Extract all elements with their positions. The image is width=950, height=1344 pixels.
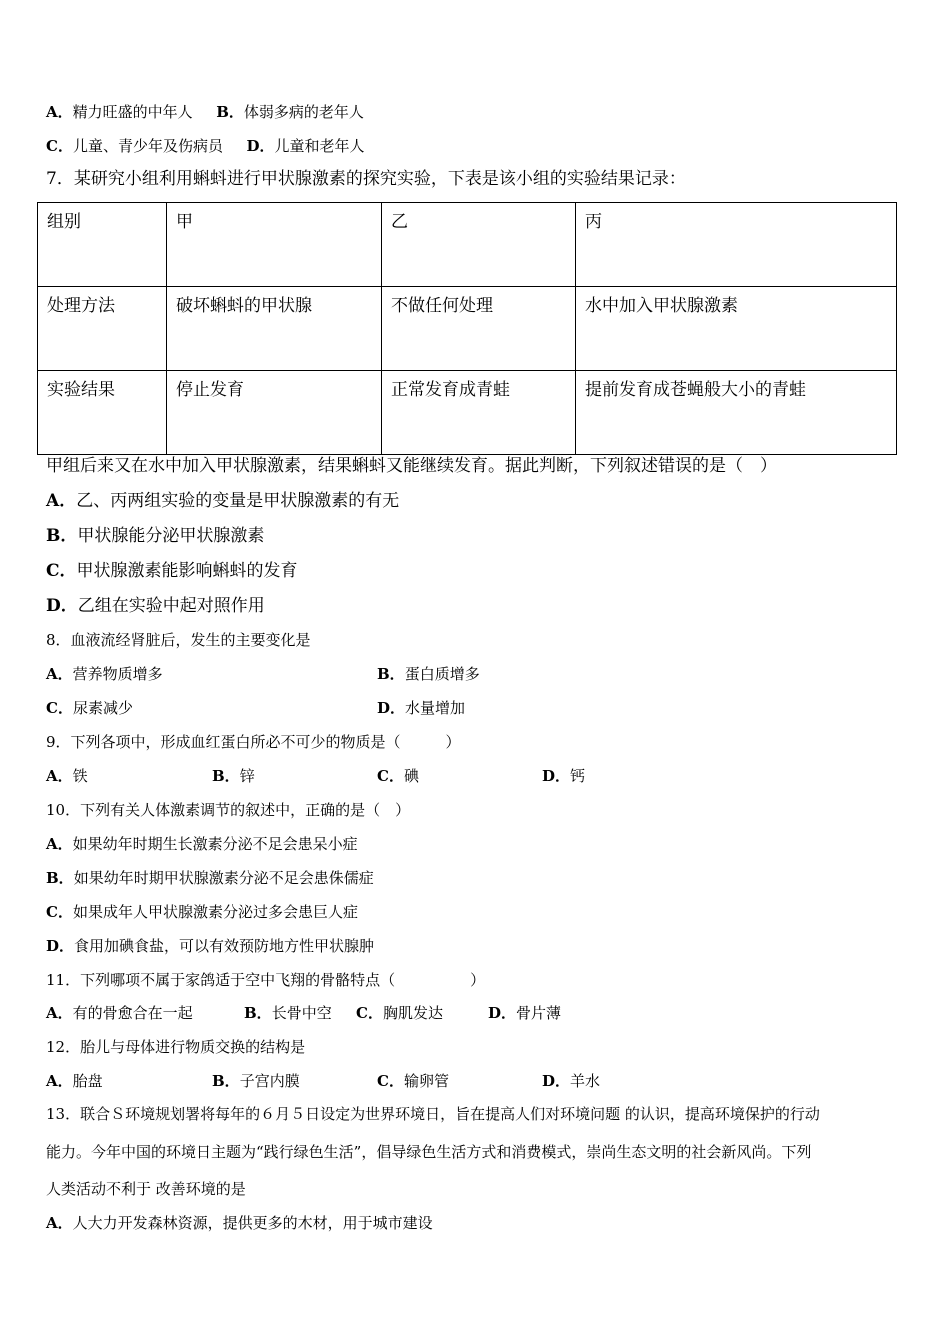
- q13-stem-line-1: 13．联合Ｓ环境规划署将每年的６月５日设定为世界环境日，旨在提高人们对环境问题 的认识，提高环境保护的行动: [46, 1105, 820, 1123]
- q10-stem: 10．下列有关人体激素调节的叙述中，正确的是（ ）: [46, 801, 411, 819]
- table-cell: 甲: [167, 203, 382, 287]
- option-text: 乙组在实验中起对照作用: [77, 596, 265, 616]
- option-letter: B．: [46, 869, 74, 887]
- option-text: 蛋白质增多: [404, 665, 480, 683]
- q12-option-d: [542, 1071, 600, 1091]
- option-letter: D．: [377, 699, 406, 717]
- option-letter: D．: [542, 767, 571, 785]
- table-cell: 处理方法: [38, 287, 167, 371]
- option-letter: C．: [356, 1004, 383, 1022]
- q6-options-line-2: [46, 136, 365, 156]
- option-text: 精力旺盛的中年人: [72, 103, 193, 121]
- table-row: [38, 287, 897, 371]
- experiment-table: [37, 202, 897, 455]
- option-letter: C．: [377, 1072, 404, 1090]
- option-letter: A．: [46, 835, 73, 853]
- q11-option-d: [488, 1003, 561, 1023]
- option-text: 如果幼年时期生长激素分泌不足会患呆小症: [72, 835, 358, 853]
- option-text: 甲状腺激素能影响蝌蚪的发育: [76, 561, 298, 581]
- q9-option-a: [46, 766, 88, 786]
- q9-option-b: [212, 766, 255, 786]
- option-text: 碘: [403, 767, 419, 785]
- q13-option-a: [46, 1213, 433, 1233]
- option-letter: B．: [244, 1004, 272, 1022]
- option-letter: C．: [377, 767, 404, 785]
- option-letter: C．: [46, 699, 73, 717]
- q10-option-a: [46, 834, 358, 854]
- option-letter: B．: [46, 526, 78, 546]
- option-text: 尿素减少: [72, 699, 133, 717]
- q8-option-b: [377, 664, 480, 684]
- q13-stem-line-2: 能力。今年中国的环境日主题为“践行绿色生活”，倡导绿色生活方式和消费模式，崇尚生态文明的社会新风尚。下列: [46, 1143, 812, 1161]
- option-text: 甲状腺能分泌甲状腺激素: [77, 526, 265, 546]
- option-text: 食用加碘食盐，可以有效预防地方性甲状腺肿: [74, 937, 375, 955]
- q7-option-c: [46, 560, 298, 582]
- option-text: 骨片薄: [516, 1004, 562, 1022]
- option-text: 乙、丙两组实验的变量是甲状腺激素的有无: [76, 491, 400, 511]
- option-letter: D．: [488, 1004, 517, 1022]
- q11-option-a: [46, 1003, 193, 1023]
- option-letter: B．: [216, 103, 244, 121]
- option-text: 输卵管: [403, 1072, 449, 1090]
- q9-option-d: [542, 766, 585, 786]
- table-cell: 乙: [382, 203, 576, 287]
- table-cell: 提前发育成苍蝇般大小的青蛙: [576, 371, 897, 455]
- q10-option-d: [46, 936, 374, 956]
- option-text: 如果成年人甲状腺激素分泌过多会患巨人症: [72, 903, 358, 921]
- q10-option-c: [46, 902, 358, 922]
- q11-stem: 11．下列哪项不属于家鸽适于空中飞翔的骨骼特点（ ）: [46, 971, 486, 989]
- option-letter: A．: [46, 665, 73, 683]
- option-text: 长骨中空: [271, 1004, 332, 1022]
- q7-option-b: [46, 525, 264, 547]
- option-letter: C．: [46, 903, 73, 921]
- table-cell: 破坏蝌蚪的甲状腺: [167, 287, 382, 371]
- table-cell: 实验结果: [38, 371, 167, 455]
- option-letter: A．: [46, 491, 77, 511]
- option-letter: A．: [46, 767, 73, 785]
- q8-option-a: [46, 664, 163, 684]
- option-text: 羊水: [570, 1072, 601, 1090]
- table-cell: 水中加入甲状腺激素: [576, 287, 897, 371]
- option-letter: C．: [46, 561, 77, 581]
- q10-option-b: [46, 868, 374, 888]
- option-text: 体弱多病的老年人: [243, 103, 364, 121]
- table-cell: 丙: [576, 203, 897, 287]
- q8-option-d: [377, 698, 465, 718]
- option-text: 胸肌发达: [382, 1004, 443, 1022]
- q8-stem: 8．血液流经肾脏后，发生的主要变化是: [46, 631, 311, 649]
- option-letter: C．: [46, 137, 73, 155]
- table-row: [38, 203, 897, 287]
- option-text: 儿童和老年人: [274, 137, 365, 155]
- q7-option-d: [46, 595, 265, 617]
- q12-stem: 12．胎儿与母体进行物质交换的结构是: [46, 1038, 306, 1056]
- q9-option-c: [377, 766, 419, 786]
- option-text: 儿童、青少年及伤病员: [72, 137, 223, 155]
- option-letter: A．: [46, 1004, 73, 1022]
- option-text: 锌: [239, 767, 255, 785]
- q12-option-a: [46, 1071, 103, 1091]
- q7-follow-text: 甲组后来又在水中加入甲状腺激素，结果蝌蚪又能继续发育。据此判断，下列叙述错误的是（ ）: [46, 456, 777, 476]
- table-row: [38, 371, 897, 455]
- option-letter: D．: [246, 137, 275, 155]
- option-text: 营养物质增多: [72, 665, 163, 683]
- table-cell: 组别: [38, 203, 167, 287]
- q13-stem-line-3: 人类活动不利于 改善环境的是: [46, 1180, 246, 1198]
- option-letter: A．: [46, 103, 73, 121]
- option-text: 胎盘: [72, 1072, 103, 1090]
- option-text: 人大力开发森林资源，提供更多的木材，用于城市建设: [72, 1214, 433, 1232]
- q8-option-c: [46, 698, 133, 718]
- q11-option-b: [244, 1003, 332, 1023]
- option-letter: D．: [46, 937, 75, 955]
- option-letter: D．: [542, 1072, 571, 1090]
- option-text: 子宫内膜: [239, 1072, 300, 1090]
- option-letter: B．: [212, 1072, 240, 1090]
- option-text: 有的骨愈合在一起: [72, 1004, 193, 1022]
- q9-stem: 9．下列各项中，形成血红蛋白所必不可少的物质是（ ）: [46, 733, 461, 751]
- q12-option-b: [212, 1071, 300, 1091]
- option-text: 水量增加: [405, 699, 466, 717]
- option-text: 如果幼年时期甲状腺激素分泌不足会患侏儒症: [73, 869, 374, 887]
- q11-option-c: [356, 1003, 443, 1023]
- q7-option-a: [46, 490, 399, 512]
- option-letter: B．: [212, 767, 240, 785]
- option-letter: A．: [46, 1214, 73, 1232]
- option-letter: D．: [46, 596, 78, 616]
- table-cell: 正常发育成青蛙: [382, 371, 576, 455]
- option-text: 铁: [72, 767, 88, 785]
- option-letter: A．: [46, 1072, 73, 1090]
- option-text: 钙: [570, 767, 586, 785]
- q6-options-line-1: [46, 102, 364, 122]
- table-cell: 停止发育: [167, 371, 382, 455]
- option-letter: B．: [377, 665, 405, 683]
- table-cell: 不做任何处理: [382, 287, 576, 371]
- q12-option-c: [377, 1071, 449, 1091]
- q7-stem: 7．某研究小组利用蝌蚪进行甲状腺激素的探究实验，下表是该小组的实验结果记录：: [46, 169, 686, 189]
